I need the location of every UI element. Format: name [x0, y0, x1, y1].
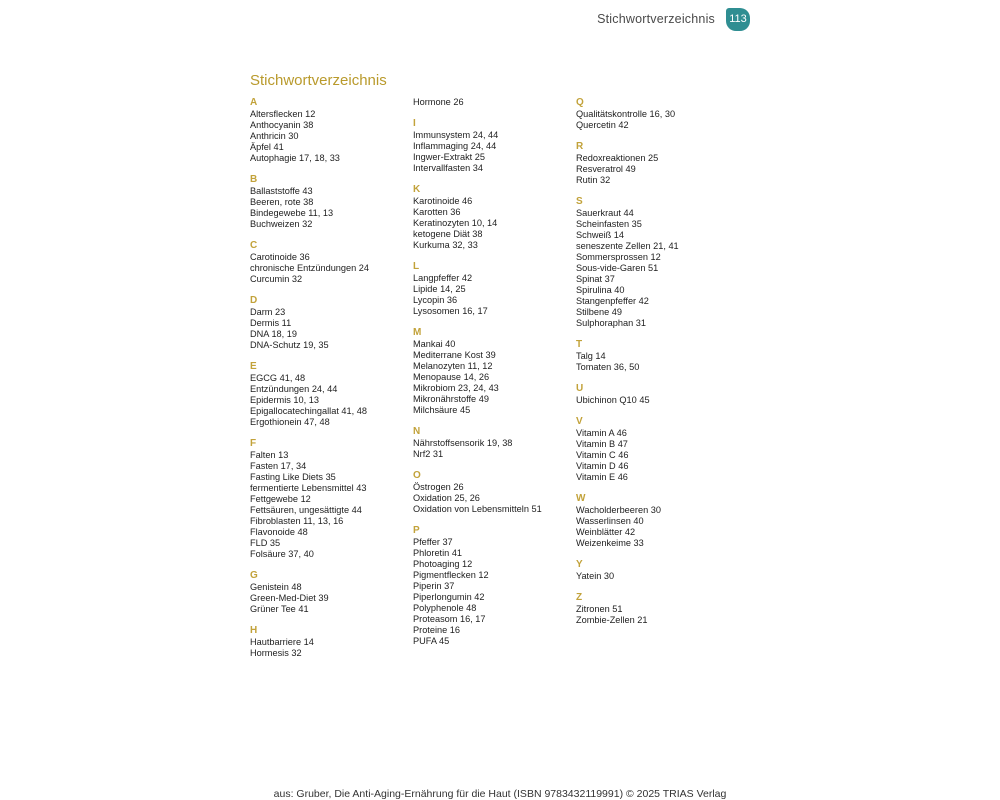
section-letter: N: [413, 426, 421, 437]
index-section: [250, 174, 410, 230]
index-section: [413, 118, 573, 174]
index-entry: Pfeffer 37: [413, 537, 453, 547]
index-section: [413, 184, 573, 251]
index-section: [413, 470, 573, 515]
index-section: [413, 525, 573, 647]
section-letter: R: [576, 141, 584, 152]
index-entry: Fettsäuren, ungesättigte 44: [250, 505, 362, 515]
index-entry: EGCG 41, 48: [250, 373, 306, 383]
index-entry: Green-Med-Diet 39: [250, 593, 329, 603]
section-letter: I: [413, 118, 416, 129]
index-entry: chronische Entzündungen 24: [250, 263, 370, 273]
index-section: [576, 196, 736, 329]
index-entry: Proteine 16: [413, 625, 460, 635]
index-entry: Ingwer-Extrakt 25: [413, 152, 485, 162]
index-entry: PUFA 45: [413, 636, 450, 646]
index-column-3: [576, 97, 736, 636]
index-entry: Ergothionein 47, 48: [250, 417, 330, 427]
index-section: [413, 426, 573, 460]
index-entry: Keratinozyten 10, 14: [413, 218, 498, 228]
section-letter: V: [576, 416, 583, 427]
section-letter: G: [250, 570, 258, 581]
index-entry: Vitamin B 47: [576, 439, 628, 449]
index-entry: Weizenkeime 33: [576, 538, 644, 548]
index-entry: Entzündungen 24, 44: [250, 384, 338, 394]
index-entry: Karotten 36: [413, 207, 461, 217]
index-entry: Karotinoide 46: [413, 196, 473, 206]
index-entry: Oxidation 25, 26: [413, 493, 480, 503]
index-entry: Resveratrol 49: [576, 164, 636, 174]
index-entry: Kurkuma 32, 33: [413, 240, 478, 250]
index-section: [576, 493, 736, 549]
index-entry: Scheinfasten 35: [576, 219, 642, 229]
index-section: [413, 327, 573, 416]
index-entry: Mikrobiom 23, 24, 43: [413, 383, 499, 393]
index-entry: Immunsystem 24, 44: [413, 130, 499, 140]
index-entry: Folsäure 37, 40: [250, 549, 314, 559]
index-entry: FLD 35: [250, 538, 281, 548]
index-entry: Quercetin 42: [576, 120, 629, 130]
index-section: [576, 383, 736, 406]
page-footer: aus: Gruber, Die Anti-Aging-Ernährung für die Haut (ISBN 9783432119991) © 2025 TRIAS Verlag: [273, 788, 727, 800]
index-entry: Lysosomen 16, 17: [413, 306, 488, 316]
index-entry: Piperlongumin 42: [413, 592, 485, 602]
section-letter: B: [250, 174, 258, 185]
index-entry: seneszente Zellen 21, 41: [576, 241, 679, 251]
index-entry: Redoxreaktionen 25: [576, 153, 659, 163]
index-entry: Fasting Like Diets 35: [250, 472, 336, 482]
section-letter: P: [413, 525, 420, 536]
index-section: [576, 592, 736, 626]
page-number-badge: 113: [726, 8, 750, 31]
index-entry: Zitronen 51: [576, 604, 623, 614]
index-entry: Genistein 48: [250, 582, 302, 592]
index-entry: Epigallocatechingallat 41, 48: [250, 406, 367, 416]
index-entry: Polyphenole 48: [413, 603, 477, 613]
section-letter: E: [250, 361, 257, 372]
section-letter: Y: [576, 559, 583, 570]
index-column-1: [250, 97, 410, 669]
section-letter: W: [576, 493, 586, 504]
index-section: [413, 261, 573, 317]
index-entry: Hormesis 32: [250, 648, 302, 658]
index-entry: Phloretin 41: [413, 548, 463, 558]
index-entry: Mediterrane Kost 39: [413, 350, 496, 360]
index-entry: Vitamin D 46: [576, 461, 629, 471]
index-entry: Falten 13: [250, 450, 289, 460]
index-entry: Yatein 30: [576, 571, 615, 581]
index-entry: Fibroblasten 11, 13, 16: [250, 516, 344, 526]
section-letter: Z: [576, 592, 583, 603]
index-entry: Östrogen 26: [413, 482, 464, 492]
index-entry: fermentierte Lebensmittel 43: [250, 483, 367, 493]
index-entry: Fettgewebe 12: [250, 494, 311, 504]
index-entry: Buchweizen 32: [250, 219, 313, 229]
index-entry: Wacholderbeeren 30: [576, 505, 661, 515]
index-entry: DNA-Schutz 19, 35: [250, 340, 329, 350]
index-entry: Piperin 37: [413, 581, 455, 591]
index-entry: Menopause 14, 26: [413, 372, 490, 382]
index-entry: Fasten 17, 34: [250, 461, 307, 471]
section-letter: O: [413, 470, 421, 481]
index-entry: Proteasom 16, 17: [413, 614, 486, 624]
section-letter: A: [250, 97, 258, 108]
index-entry: Schweiß 14: [576, 230, 625, 240]
index-section: [250, 570, 410, 615]
index-entry: Vitamin E 46: [576, 472, 628, 482]
running-title: Stichwortverzeichnis: [597, 12, 715, 26]
index-entry: Anthocyanin 38: [250, 120, 314, 130]
index-entry: Spinat 37: [576, 274, 615, 284]
index-entry: Vitamin A 46: [576, 428, 627, 438]
index-entry: Tomaten 36, 50: [576, 362, 640, 372]
section-letter: F: [250, 438, 257, 449]
index-entry: Spirulina 40: [576, 285, 625, 295]
index-entry: Lipide 14, 25: [413, 284, 466, 294]
section-letter: L: [413, 261, 420, 272]
index-entry: Stangenpfeffer 42: [576, 296, 649, 306]
index-entry: Nrf2 31: [413, 449, 444, 459]
index-entry: Weinblätter 42: [576, 527, 636, 537]
section-letter: D: [250, 295, 258, 306]
index-entry: Photoaging 12: [413, 559, 473, 569]
index-entry: Pigmentflecken 12: [413, 570, 489, 580]
index-entry: Nährstoffsensorik 19, 38: [413, 438, 513, 448]
index-entry: Rutin 32: [576, 175, 611, 185]
index-entry: Dermis 11: [250, 318, 292, 328]
index-section: [250, 361, 410, 428]
index-section: [250, 625, 410, 659]
index-entry: Äpfel 41: [250, 142, 284, 152]
index-entry: DNA 18, 19: [250, 329, 297, 339]
index-column-2: [413, 97, 573, 657]
index-entry: Autophagie 17, 18, 33: [250, 153, 340, 163]
section-letter: T: [576, 339, 583, 350]
index-entry: Anthricin 30: [250, 131, 299, 141]
index-entry: Mikronährstoffe 49: [413, 394, 489, 404]
index-entry: Altersflecken 12: [250, 109, 316, 119]
index-section: [576, 339, 736, 373]
index-entry: Sauerkraut 44: [576, 208, 634, 218]
index-entry: Sulphoraphan 31: [576, 318, 646, 328]
section-letter: H: [250, 625, 258, 636]
index-section: [413, 97, 573, 108]
section-letter: K: [413, 184, 421, 195]
index-entry: Hautbarriere 14: [250, 637, 314, 647]
index-entry: Sous-vide-Garen 51: [576, 263, 659, 273]
index-section: [576, 559, 736, 582]
index-section: [576, 97, 736, 131]
index-entry: Langpfeffer 42: [413, 273, 473, 283]
index-section: [576, 416, 736, 483]
index-entry: Beeren, rote 38: [250, 197, 314, 207]
index-section: [250, 295, 410, 351]
index-entry: Curcumin 32: [250, 274, 303, 284]
index-entry: Talg 14: [576, 351, 606, 361]
index-entry: Vitamin C 46: [576, 450, 629, 460]
index-entry: Intervallfasten 34: [413, 163, 483, 173]
index-entry: Lycopin 36: [413, 295, 458, 305]
section-letter: M: [413, 327, 422, 338]
index-entry: Ballaststoffe 43: [250, 186, 313, 196]
index-entry: ketogene Diät 38: [413, 229, 483, 239]
index-entry: Milchsäure 45: [413, 405, 471, 415]
index-entry: Hormone 26: [413, 97, 464, 107]
index-section: [250, 438, 410, 560]
index-entry: Epidermis 10, 13: [250, 395, 319, 405]
index-entry: Wasserlinsen 40: [576, 516, 644, 526]
section-letter: U: [576, 383, 584, 394]
index-entry: Grüner Tee 41: [250, 604, 309, 614]
section-letter: Q: [576, 97, 584, 108]
index-entry: Bindegewebe 11, 13: [250, 208, 334, 218]
index-entry: Inflammaging 24, 44: [413, 141, 497, 151]
index-entry: Stilbene 49: [576, 307, 622, 317]
section-letter: C: [250, 240, 258, 251]
index-entry: Darm 23: [250, 307, 286, 317]
index-section: [576, 141, 736, 186]
index-entry: Melanozyten 11, 12: [413, 361, 493, 371]
index-entry: Zombie-Zellen 21: [576, 615, 648, 625]
index-section: [250, 97, 410, 164]
index-entry: Carotinoide 36: [250, 252, 310, 262]
index-entry: Oxidation von Lebensmitteln 51: [413, 504, 542, 514]
index-section: [250, 240, 410, 285]
index-entry: Qualitätskontrolle 16, 30: [576, 109, 676, 119]
index-entry: Ubichinon Q10 45: [576, 395, 650, 405]
index-entry: Mankai 40: [413, 339, 456, 349]
section-letter: S: [576, 196, 583, 207]
index-entry: Sommersprossen 12: [576, 252, 661, 262]
index-title: Stichwortverzeichnis: [250, 72, 387, 89]
index-entry: Flavonoide 48: [250, 527, 308, 537]
